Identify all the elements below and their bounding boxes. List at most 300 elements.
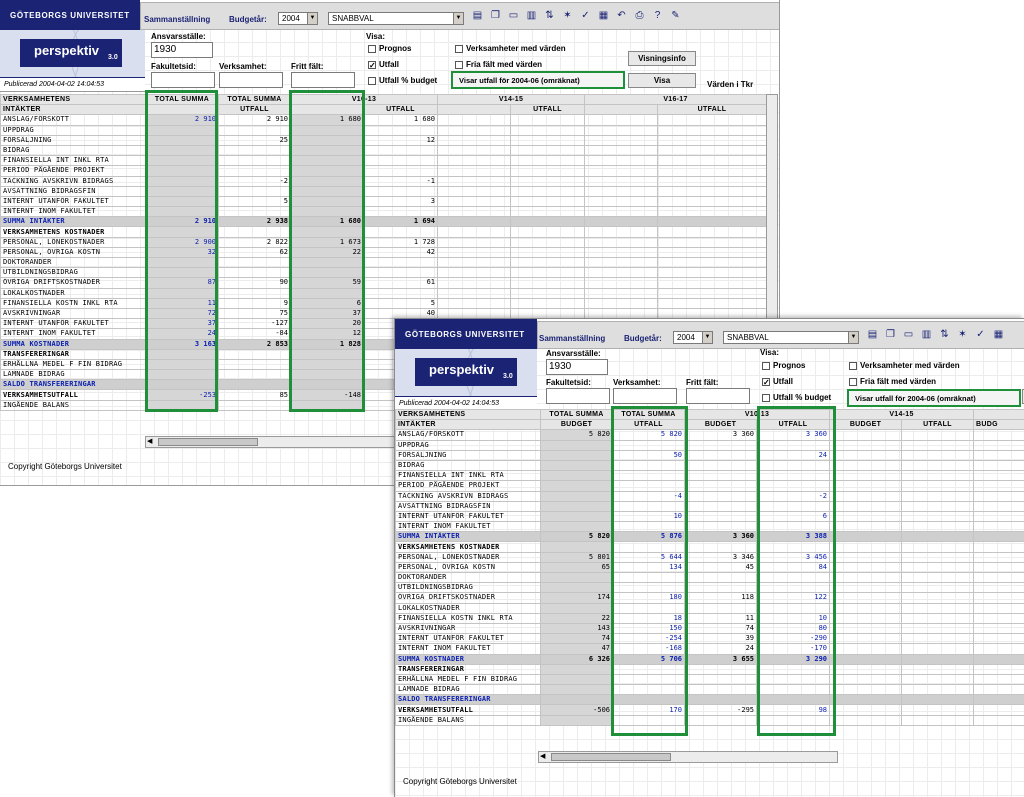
table-cell	[219, 370, 291, 380]
table-cell	[685, 440, 757, 450]
table-row	[396, 613, 1024, 623]
row-label: INTERNT INOM FAKULTET	[1, 329, 146, 339]
row-label: PERSONAL, ÖVRIGA KOSTN	[1, 247, 146, 257]
table-cell	[974, 460, 1024, 470]
snabbval-select[interactable]	[723, 331, 859, 344]
checkbox-label: Utfall	[379, 60, 399, 69]
checkbox-label: Verksamheter med värden	[860, 361, 960, 370]
row-label: AVSKRIVNINGAR	[396, 623, 541, 633]
table-cell	[219, 186, 291, 196]
checkbox-label: Verksamheter med värden	[466, 44, 566, 53]
table-cell: 5 644	[613, 552, 685, 562]
highlight-utfall	[289, 90, 365, 412]
table-cell: 11	[685, 613, 757, 623]
row-label: INGÅENDE BALANS	[1, 400, 146, 410]
table-cell	[541, 583, 613, 593]
help-icon[interactable]: ?	[654, 10, 661, 21]
row-label: SALDO TRANSFERERINGAR	[396, 695, 541, 705]
table-cell	[511, 298, 585, 308]
header-row	[1, 105, 767, 115]
table-cell: 12	[291, 329, 364, 339]
table-cell	[541, 573, 613, 583]
table-cell: 6	[291, 298, 364, 308]
table-cell: 2 910	[146, 115, 219, 125]
table-cell: -168	[613, 644, 685, 654]
table-cell	[974, 593, 1024, 603]
row-label: AVSÄTTNING BIDRAGSFIN	[396, 501, 541, 511]
table-cell	[974, 654, 1024, 664]
snabbval-value: SNABBVAL	[727, 333, 769, 342]
check-icon[interactable]: ✓	[581, 10, 590, 21]
checkbox-box	[455, 61, 463, 69]
col-header: INTÄKTER	[396, 420, 541, 430]
table-cell	[585, 135, 658, 145]
verksamhet-input[interactable]	[613, 388, 677, 404]
budgetar-label: Budgetår:	[229, 15, 267, 24]
sort-icon[interactable]: ⇅	[545, 10, 554, 21]
visningsinfo-button[interactable]: Visningsinfo	[628, 51, 696, 66]
visa-button[interactable]: Visa	[628, 73, 696, 88]
fritt-label: Fritt fält:	[686, 378, 719, 387]
table-cell	[511, 196, 585, 206]
prognos-checkbox[interactable]	[368, 44, 411, 53]
table-row	[1, 247, 767, 257]
report-label: Sammanställning	[144, 15, 211, 24]
col-header: TOTAL SUMMA	[613, 410, 685, 420]
utfall-checkbox[interactable]	[762, 377, 793, 386]
nav-bar	[537, 321, 1024, 349]
table-cell	[974, 501, 1024, 511]
table-cell	[511, 247, 585, 257]
table-cell: 3 290	[757, 654, 830, 664]
table-cell	[830, 511, 902, 521]
table-cell	[902, 603, 974, 613]
budgetar-label: Budgetår:	[624, 334, 662, 343]
header-row	[396, 420, 1024, 430]
perspektiv-logo	[20, 39, 122, 67]
table-cell: 10	[613, 511, 685, 521]
col-header: BUDGET	[541, 420, 613, 430]
table-cell: -295	[685, 705, 757, 715]
table-cell	[685, 511, 757, 521]
table-cell	[438, 207, 511, 217]
row-label: INTERNT UTANFÖR FAKULTET	[1, 319, 146, 329]
table-cell: 59	[291, 278, 364, 288]
row-label: LOKALKOSTNADER	[396, 603, 541, 613]
table-cell	[438, 258, 511, 268]
table-cell	[974, 685, 1024, 695]
table-row	[396, 542, 1024, 552]
table-cell	[219, 207, 291, 217]
row-label: FINANSIELLA KOSTN INKL RTA	[1, 298, 146, 308]
visa-label: Visa:	[366, 32, 385, 41]
table-cell	[541, 491, 613, 501]
prognos-checkbox[interactable]	[762, 361, 805, 370]
table-cell: 74	[541, 634, 613, 644]
table-cell	[974, 511, 1024, 521]
table-row	[1, 217, 767, 227]
year-select[interactable]	[673, 331, 713, 344]
table-cell	[438, 125, 511, 135]
table-cell	[219, 227, 291, 237]
table-cell: 3 360	[757, 430, 830, 440]
row-label: AVSÄTTNING BIDRAGSFIN	[1, 186, 146, 196]
table-cell	[685, 603, 757, 613]
copy-icon[interactable]: ❐	[886, 329, 895, 340]
table-cell	[658, 217, 767, 227]
table-row	[396, 552, 1024, 562]
table-cell	[974, 623, 1024, 633]
table-cell	[974, 450, 1024, 460]
table-cell: 1 673	[291, 237, 364, 247]
table-cell	[219, 156, 291, 166]
row-label: VERKSAMHETENS KOSTNADER	[1, 227, 146, 237]
table-cell	[511, 145, 585, 155]
table-cell	[585, 145, 658, 155]
toolbar-icons	[866, 328, 1005, 341]
table-cell	[585, 207, 658, 217]
table-cell	[585, 298, 658, 308]
table-cell: -1	[364, 176, 438, 186]
table-cell: 5 706	[613, 654, 685, 664]
check-icon[interactable]: ✓	[976, 329, 985, 340]
table-row	[1, 125, 767, 135]
table-cell: -506	[541, 705, 613, 715]
year-value: 2004	[677, 333, 695, 342]
table-cell	[438, 217, 511, 227]
table-row	[1, 278, 767, 288]
table-cell	[830, 460, 902, 470]
folder-icon[interactable]: ▭	[508, 10, 519, 21]
table-cell: -2	[757, 491, 830, 501]
row-label: PERSONAL, ÖVRIGA KOSTN	[396, 562, 541, 572]
table-cell	[364, 207, 438, 217]
table-cell	[902, 522, 974, 532]
table-row	[396, 705, 1024, 715]
table-cell	[438, 135, 511, 145]
table-cell	[974, 695, 1024, 705]
table-cell: 2 853	[219, 339, 291, 349]
row-label: PERSONAL, LÖNEKOSTNADER	[1, 237, 146, 247]
table-cell	[830, 715, 902, 725]
table-cell	[364, 156, 438, 166]
table-cell	[658, 227, 767, 237]
calendar-icon[interactable]: ▦	[993, 329, 1004, 340]
table-cell	[902, 430, 974, 440]
row-label: SUMMA KOSTNADER	[396, 654, 541, 664]
col-header: VERKSAMHETENS	[1, 95, 146, 105]
table-cell	[511, 176, 585, 186]
col-header: BUDGET	[830, 420, 902, 430]
fakultet-input[interactable]	[546, 388, 610, 404]
col-header: UTFALL	[902, 420, 974, 430]
logo-text: perspektiv	[34, 43, 100, 58]
checkbox-box	[368, 45, 376, 53]
table-cell: 2 938	[219, 217, 291, 227]
star-icon[interactable]: ✶	[958, 329, 967, 340]
report-table	[395, 409, 1024, 726]
table-cell	[585, 115, 658, 125]
table-cell: 150	[613, 623, 685, 633]
table-cell	[658, 298, 767, 308]
horizontal-scrollbar[interactable]	[538, 751, 838, 763]
col-header: TOTAL SUMMA	[541, 410, 613, 420]
col-header: TOTAL SUMMA	[219, 95, 291, 105]
table-cell	[219, 349, 291, 359]
table-cell	[364, 186, 438, 196]
copyright: Copyright Göteborgs Universitet	[8, 462, 122, 471]
table-cell	[830, 644, 902, 654]
table-row	[1, 298, 767, 308]
table-cell: 6 326	[541, 654, 613, 664]
table-cell	[585, 156, 658, 166]
checkbox-box	[368, 77, 376, 85]
col-header: V14-15	[438, 95, 585, 105]
logo-version: 3.0	[108, 54, 118, 61]
fria-checkbox[interactable]	[849, 377, 936, 386]
header-row	[396, 410, 1024, 420]
undo-icon[interactable]: ↶	[617, 10, 626, 21]
table-cell: 170	[613, 705, 685, 715]
sort-icon[interactable]: ⇅	[940, 329, 949, 340]
table-row	[1, 207, 767, 217]
table-cell	[830, 440, 902, 450]
table-cell: 61	[364, 278, 438, 288]
table-cell: 3	[364, 196, 438, 206]
report-icon[interactable]: ▤	[472, 10, 483, 21]
table-cell: 32	[146, 247, 219, 257]
table-cell	[219, 380, 291, 390]
checkbox-box	[849, 378, 857, 386]
row-label: FINANSIELLA INT INKL RTA	[396, 471, 541, 481]
scroll-thumb[interactable]	[551, 753, 671, 761]
table-cell	[511, 278, 585, 288]
table-cell	[902, 491, 974, 501]
table-cell	[658, 166, 767, 176]
table-cell: 6	[757, 511, 830, 521]
table-cell	[511, 288, 585, 298]
table-cell	[830, 613, 902, 623]
chevron-down-icon: ▼	[307, 13, 317, 24]
table-cell	[902, 685, 974, 695]
table-cell: 80	[757, 623, 830, 633]
row-label: BIDRAG	[1, 145, 146, 155]
folder-icon[interactable]: ▭	[903, 329, 914, 340]
row-label: UTBILDNINGSBIDRAG	[396, 583, 541, 593]
table-cell	[902, 552, 974, 562]
table-cell: 5	[219, 196, 291, 206]
table-cell	[974, 634, 1024, 644]
checkbox-label: Fria fält med värden	[860, 377, 937, 386]
col-header: UTFALL	[757, 420, 830, 430]
table-cell	[541, 685, 613, 695]
row-label: SUMMA INTÄKTER	[396, 532, 541, 542]
table-row	[396, 532, 1024, 542]
col-header: BUDGET	[685, 420, 757, 430]
report-icon[interactable]: ▤	[867, 329, 878, 340]
table-cell	[830, 430, 902, 440]
table-row	[396, 644, 1024, 654]
scroll-thumb[interactable]	[158, 438, 258, 446]
table-cell: 20	[291, 319, 364, 329]
table-cell	[658, 268, 767, 278]
table-cell	[902, 664, 974, 674]
row-label: DOKTORANDER	[1, 258, 146, 268]
table-cell	[902, 593, 974, 603]
logo-panel	[0, 30, 145, 78]
table-cell	[830, 634, 902, 644]
table-row	[396, 715, 1024, 725]
table-row	[396, 511, 1024, 521]
perspektiv-logo	[415, 358, 517, 386]
snabbval-value: SNABBVAL	[332, 14, 374, 23]
table-cell: 5 876	[613, 532, 685, 542]
logo-panel	[395, 349, 537, 397]
tools-icon[interactable]: ✎	[671, 10, 680, 21]
table-row	[396, 450, 1024, 460]
col-header: UTFALL	[511, 105, 585, 115]
fakultet-input[interactable]	[151, 72, 215, 88]
table-cell	[974, 481, 1024, 491]
table-cell	[830, 542, 902, 552]
table-cell	[974, 542, 1024, 552]
calendar-icon[interactable]: ▦	[598, 10, 609, 21]
utfall-budget-checkbox[interactable]	[762, 393, 831, 402]
table-cell	[902, 715, 974, 725]
col-header: BUDG	[974, 420, 1024, 430]
chevron-down-icon: ▼	[702, 332, 712, 343]
table-cell	[830, 664, 902, 674]
row-label: INTERNT INOM FAKULTET	[396, 522, 541, 532]
table-cell	[974, 430, 1024, 440]
table-cell: 3 655	[685, 654, 757, 664]
table-cell	[585, 268, 658, 278]
table-cell: 3 360	[685, 532, 757, 542]
table-cell	[438, 298, 511, 308]
ansvar-input[interactable]: 1930	[151, 42, 213, 58]
row-label: TÄCKNING AVSKRIVN BIDRAGS	[396, 491, 541, 501]
ansvar-input[interactable]: 1930	[546, 359, 608, 375]
chart-icon[interactable]: ▥	[526, 10, 537, 21]
table-cell	[541, 450, 613, 460]
table-cell: 134	[613, 562, 685, 572]
verksamheter-checkbox[interactable]	[455, 44, 566, 53]
table-cell	[541, 460, 613, 470]
table-cell	[902, 481, 974, 491]
brand-title: GÖTEBORGS UNIVERSITET	[0, 0, 140, 30]
table-cell: 10	[757, 613, 830, 623]
row-label: FÖRSÄLJNING	[1, 135, 146, 145]
checkbox-box	[762, 362, 770, 370]
table-cell: 85	[219, 390, 291, 400]
copy-icon[interactable]: ❐	[491, 10, 500, 21]
table-cell	[685, 573, 757, 583]
table-cell: 22	[541, 613, 613, 623]
col-header: UTFALL	[219, 105, 291, 115]
table-cell: 1 728	[364, 237, 438, 247]
row-label: TRANSFERERINGAR	[1, 349, 146, 359]
table-cell	[438, 166, 511, 176]
table-cell: 12	[364, 135, 438, 145]
table-cell: 39	[685, 634, 757, 644]
table-cell: 65	[541, 562, 613, 572]
table-cell	[511, 237, 585, 247]
published-date: Publicerad 2004-04-02 14:04:53	[0, 78, 145, 92]
utfall-budget-checkbox[interactable]	[368, 76, 437, 85]
row-label: VERKSAMHETENS KOSTNADER	[396, 542, 541, 552]
table-cell: 37	[146, 319, 219, 329]
table-cell: 84	[757, 562, 830, 572]
year-select[interactable]	[278, 12, 318, 25]
col-header	[438, 105, 511, 115]
table-cell: 24	[757, 450, 830, 460]
year-value: 2004	[282, 14, 300, 23]
header-row	[1, 95, 767, 105]
table-cell	[364, 288, 438, 298]
table-cell	[219, 145, 291, 155]
table-cell: 50	[613, 450, 685, 460]
horizontal-scrollbar[interactable]	[145, 436, 395, 448]
chart-icon[interactable]: ▥	[921, 329, 932, 340]
table-cell	[830, 695, 902, 705]
table-cell: 1 828	[291, 339, 364, 349]
table-cell	[219, 258, 291, 268]
table-cell	[219, 400, 291, 410]
table-cell	[438, 268, 511, 278]
table-cell	[658, 196, 767, 206]
table-cell	[541, 471, 613, 481]
table-cell: 1 694	[364, 217, 438, 227]
table-row	[396, 522, 1024, 532]
verksamhet-label: Verksamhet:	[613, 378, 661, 387]
table-cell: 98	[757, 705, 830, 715]
utfall-checkbox[interactable]	[368, 60, 399, 69]
table-cell: 2 910	[146, 217, 219, 227]
table-row	[396, 573, 1024, 583]
row-label: INTERNT UTANFÖR FAKULTET	[1, 196, 146, 206]
table-cell	[830, 674, 902, 684]
row-label: INTERNT UTANFÖR FAKULTET	[396, 511, 541, 521]
table-row	[396, 501, 1024, 511]
table-cell	[685, 522, 757, 532]
visa-label: Visa:	[760, 348, 779, 357]
table-cell	[438, 227, 511, 237]
highlight-v10-13-utfall	[757, 406, 836, 736]
table-cell: 2 900	[146, 237, 219, 247]
table-cell	[830, 532, 902, 542]
fritt-input[interactable]	[686, 388, 750, 404]
table-cell	[974, 705, 1024, 715]
col-header: UTFALL	[364, 105, 438, 115]
table-cell	[830, 491, 902, 501]
fria-checkbox[interactable]	[455, 60, 542, 69]
table-cell	[902, 644, 974, 654]
table-row	[1, 176, 767, 186]
verksamhet-input[interactable]	[219, 72, 283, 88]
table-cell	[585, 217, 658, 227]
table-row	[396, 603, 1024, 613]
table-row	[396, 634, 1024, 644]
star-icon[interactable]: ✶	[563, 10, 572, 21]
snabbval-select[interactable]	[328, 12, 464, 25]
fritt-input[interactable]	[291, 72, 355, 88]
verksamheter-checkbox[interactable]	[849, 361, 960, 370]
table-cell	[830, 471, 902, 481]
print-icon[interactable]: ⎙	[635, 10, 644, 21]
col-header: V10-13	[685, 410, 830, 420]
table-cell: 3 456	[757, 552, 830, 562]
fritt-label: Fritt fält:	[291, 62, 324, 71]
